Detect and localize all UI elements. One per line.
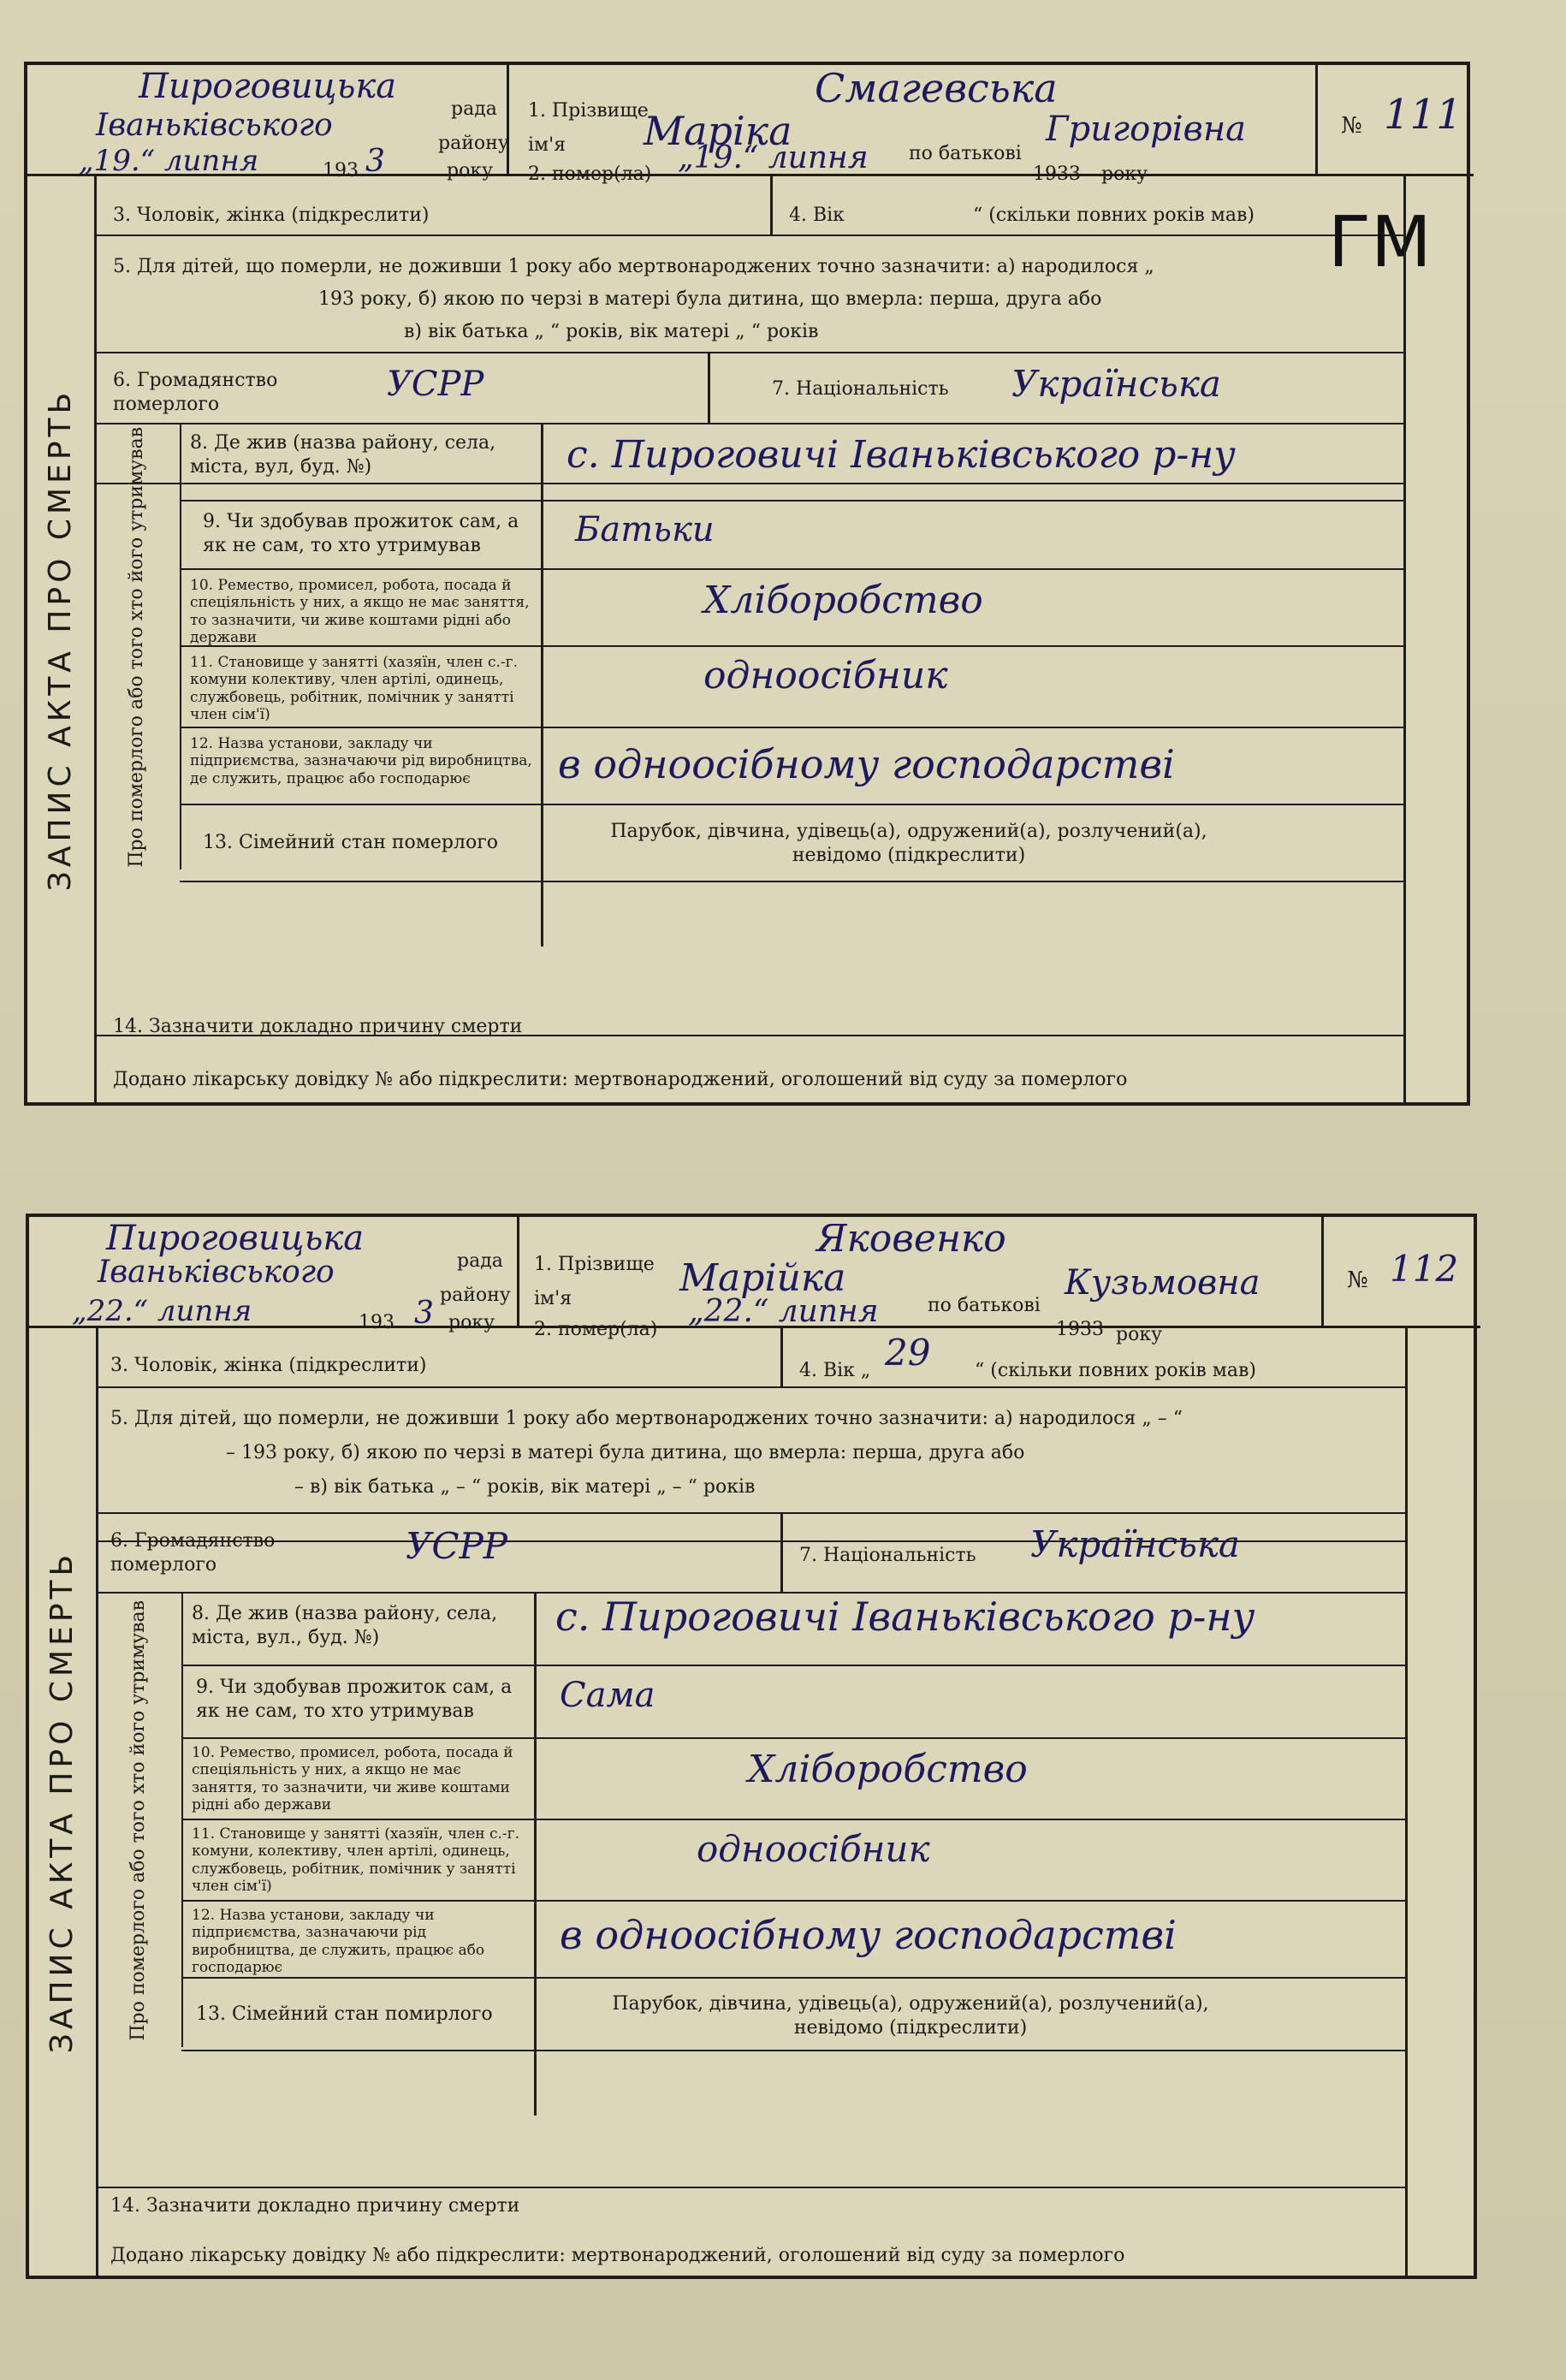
field-13-label: 13. Сімейний стан померлого <box>203 832 499 853</box>
field-5-line3: в) вік батька „ “ років, вік матері „ “ років <box>404 321 819 342</box>
field-4-label: 4. Вік „ <box>799 1360 871 1381</box>
field-8-label: 8. Де жив (назва району, села, міста, вул, буд. №) <box>190 432 496 478</box>
patronymic-value: Кузьмовна <box>1065 1263 1261 1303</box>
field-12-label: 12. Назва установи, закладу чи підприємства, зазначаючи рід виробництва, де служить, працює або господарює <box>190 735 532 787</box>
died-date: „19.“ липня <box>678 140 869 175</box>
record-footer: Додано лікарську довідку № або підкреслити: мертвонароджений, оголошений від суду за померлого <box>110 2245 1125 2266</box>
record-date: „22.“ липня <box>72 1294 252 1328</box>
died-label: 2. помер(ла) <box>534 1319 658 1340</box>
occupation-value: Хліборобство <box>748 1748 1028 1791</box>
field-9-label: 9. Чи здобував прожиток сам, а як не сам, то хто утримував <box>196 1677 513 1722</box>
field-13-options: Парубок, дівчина, удівець(а), одружений(а), розлучений(а), невідомо (підкреслити) <box>612 1993 1209 2039</box>
field-5-line2: 193 року, б) якою по черзі в матері була дитина, що вмерла: перша, друга або <box>318 288 1102 310</box>
field-6-label: 6. Громадянство померлого <box>113 370 278 415</box>
field-5-line1: 5. Для дітей, що померли, не доживши 1 року або мертвонароджених точно зазначити: а) народилося „ <box>113 256 1154 277</box>
record-year-digit: 3 <box>365 144 385 179</box>
raion-label: району <box>438 133 509 154</box>
field-13-options: Парубок, дівчина, удівець(а), одружений(а), розлучений(а), невідомо (підкреслити) <box>610 821 1207 866</box>
position-value: одноосібник <box>697 1828 930 1870</box>
field-6-label: 6. Громадянство померлого <box>110 1530 276 1576</box>
surname-value: Яковенко <box>816 1217 1006 1261</box>
side-title: ЗАПИС АКТА ПРО СМЕРТЬ <box>44 1550 80 2054</box>
field-12-label: 12. Назва установи, закладу чи підприємства, зазначаючи рід виробництва, де служить, працює або господарює <box>192 1907 485 1977</box>
field-4-label: 4. Вік <box>789 205 845 226</box>
workplace-value: в одноосібному господарстві <box>560 1912 1177 1958</box>
record-number: 112 <box>1390 1248 1459 1290</box>
patronymic-label: по батькові <box>909 143 1022 164</box>
died-label: 2. помер(ла) <box>528 163 652 185</box>
died-date: „22.“ липня <box>688 1294 879 1329</box>
death-record-112 <box>26 1214 1477 2279</box>
field-3-label: 3. Чоловік, жінка (підкреслити) <box>113 205 430 226</box>
name-label: ім'я <box>528 134 566 156</box>
field-4-suffix: “ (скільки повних років мав) <box>975 1360 1257 1381</box>
record-year-prefix: 193 <box>323 160 359 181</box>
side-title-column <box>29 1328 98 2276</box>
side-title-column <box>27 176 97 1102</box>
residence-value: с. Пироговичі Іваньківського р-ну <box>566 433 1236 477</box>
field-3-label: 3. Чоловік, жінка (підкреслити) <box>110 1355 427 1376</box>
field-10-label: 10. Ремество, промисел, робота, посада й спеціяльність у них, а якщо не має заняття, то зазначити, чи живе коштами рідні або держави <box>192 1744 513 1814</box>
side-subtitle-column <box>96 1594 183 2047</box>
died-year-suffix: року <box>1116 1324 1163 1345</box>
nationality-value: Українська <box>1011 363 1221 405</box>
surname-label: 1. Прізвище <box>534 1254 655 1275</box>
side-subtitle-column <box>94 424 181 870</box>
field-13-label: 13. Сімейний стан помирлого <box>196 2003 493 2025</box>
field-9-label: 9. Чи здобував прожиток сам, а як не сам, то хто утримував <box>203 511 519 556</box>
name-label: ім'я <box>534 1288 572 1309</box>
name-value: Маріка <box>644 108 792 154</box>
side-subtitle: Про померлого або того хто його утримував <box>127 1600 149 2041</box>
age-value: 29 <box>885 1332 931 1374</box>
raion-handwritten: Іваньківського <box>98 1255 335 1290</box>
field-14-label: 14. Зазначити докладно причину смерти <box>110 2195 520 2217</box>
rada-label: рада <box>457 1250 503 1272</box>
citizenship-value: УСРР <box>406 1525 508 1567</box>
death-record-111 <box>24 62 1470 1106</box>
rada-label: рада <box>451 98 497 120</box>
raion-handwritten: Іваньківського <box>96 108 333 143</box>
residence-value: с. Пироговичі Іваньківського р-ну <box>555 1594 1255 1640</box>
record-year-prefix: 193 <box>359 1312 394 1333</box>
occupation-value: Хліборобство <box>703 579 983 622</box>
died-year: 1933 <box>1033 163 1081 185</box>
side-title: ЗАПИС АКТА ПРО СМЕРТЬ <box>43 388 79 891</box>
surname-value: Смагевська <box>815 65 1058 111</box>
field-11-label: 11. Становище у занятті (хазяїн, член с.-г. комуни, колективу, член артілі, одинець, службовець, робітник, помічник у занятті член сім'ї) <box>192 1825 519 1896</box>
nationality-value: Українська <box>1030 1523 1240 1565</box>
name-value: Марійка <box>679 1256 846 1300</box>
field-14-label: 14. Зазначити докладно причину смерти <box>113 1016 523 1037</box>
field-5-line3: – в) вік батька „ – “ років, вік матері „ – “ років <box>294 1476 756 1498</box>
patronymic-value: Григорівна <box>1046 110 1247 149</box>
record-number: 111 <box>1384 91 1462 139</box>
raion-label: району <box>440 1285 511 1306</box>
side-subtitle: Про померлого або того хто його утримував <box>125 426 147 868</box>
field-5-line1: 5. Для дітей, що померли, не доживши 1 року або мертвонароджених точно зазначити: а) народилося „ – “ <box>110 1408 1183 1429</box>
surname-label: 1. Прізвище <box>528 100 649 122</box>
record-footer: Додано лікарську довідку № або підкреслити: мертвонароджений, оголошений від суду за померлого <box>113 1069 1128 1090</box>
patronymic-label: по батькові <box>928 1295 1041 1316</box>
citizenship-value: УСРР <box>387 365 484 404</box>
supported-by-value: Батьки <box>575 510 715 549</box>
record-year-digit: 3 <box>414 1296 434 1331</box>
field-8-label: 8. Де жив (назва району, села, міста, вул., буд. №) <box>192 1603 498 1648</box>
record-number-label: № <box>1341 113 1362 139</box>
position-value: одноосібник <box>703 654 948 697</box>
field-10-label: 10. Ремество, промисел, робота, посада й спеціяльність у них, а якщо не має заняття, то зазначити, чи живе коштами рідні або держави <box>190 577 530 647</box>
record-year-suffix: року <box>447 160 494 181</box>
supported-by-value: Сама <box>560 1676 655 1715</box>
workplace-value: в одноосібному господарстві <box>558 741 1175 787</box>
field-7-label: 7. Національність <box>799 1545 976 1566</box>
record-date: „19.“ липня <box>79 144 259 178</box>
field-11-label: 11. Становище у занятті (хазяїн, член с.-г. комуни колективу, член артілі, одинець, службовець, робітник, помічник у занятті член сім'ї) <box>190 654 518 724</box>
record-number-label: № <box>1347 1267 1368 1293</box>
died-year: 1933 <box>1056 1319 1104 1340</box>
rada-handwritten: Пироговицька <box>106 1219 365 1258</box>
rada-handwritten: Пироговицька <box>139 67 397 106</box>
died-year-suffix: року <box>1101 163 1148 185</box>
field-7-label: 7. Національність <box>772 378 949 400</box>
field-5-line2: – 193 року, б) якою по черзі в матері була дитина, що вмерла: перша, друга або <box>226 1442 1025 1463</box>
record-year-suffix: року <box>448 1312 495 1333</box>
margin-stamp: ГМ <box>1328 202 1432 283</box>
field-4-suffix: “ (скільки повних років мав) <box>973 205 1255 226</box>
